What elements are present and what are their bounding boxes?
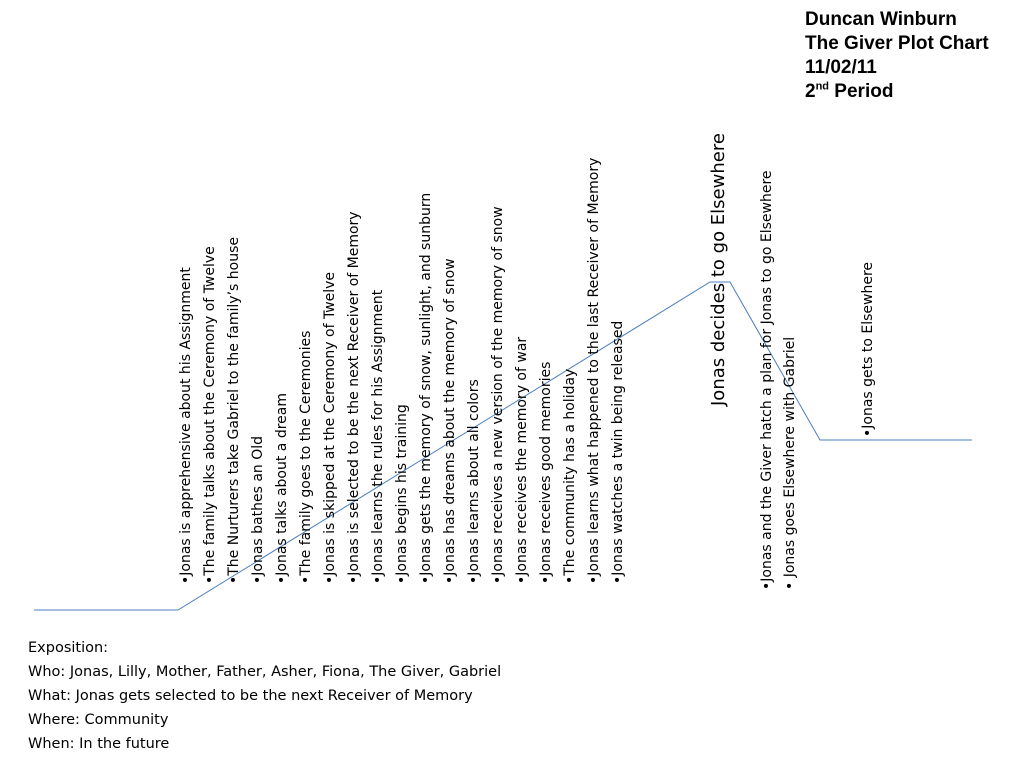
rising-action-event: •Jonas learns about all colors	[466, 379, 482, 584]
rising-action-event: •Jonas has dreams about the memory of snow	[442, 258, 458, 584]
resolution-event: •Jonas gets to Elsewhere	[860, 261, 876, 437]
rising-action-event: •Jonas is selected to be the next Receiver of Memory	[346, 211, 362, 584]
rising-action-event: •The Nurturers take Gabriel to the family’s house	[226, 237, 242, 584]
chart-title: The Giver Plot Chart	[805, 33, 989, 54]
rising-action-event: •Jonas receives the memory of war	[514, 336, 530, 584]
rising-action-event: •Jonas is skipped at the Ceremony of Twelve	[322, 271, 338, 584]
rising-action-event: •Jonas watches a twin being released	[610, 320, 626, 584]
falling-action-event: • Jonas goes Elsewhere with Gabriel	[782, 336, 798, 590]
period-suffix: nd	[815, 80, 830, 93]
title-block	[805, 8, 989, 104]
exposition-who: Who: Jonas, Lilly, Mother, Father, Asher, Fiona, The Giver, Gabriel	[28, 664, 502, 680]
exposition-where: Where: Community	[28, 712, 169, 728]
rising-action-event: •Jonas begins his training	[394, 404, 410, 584]
rising-action-event: •Jonas bathes an Old	[250, 435, 266, 584]
rising-action-event: •Jonas receives good memories	[538, 361, 554, 584]
rising-action-event: •Jonas talks about a dream	[274, 393, 290, 584]
exposition-heading: Exposition:	[28, 640, 109, 656]
rising-action-event: •The family talks about the Ceremony of Twelve	[202, 246, 218, 584]
rising-action-event: •Jonas learns what happened to the last Receiver of Memory	[586, 157, 602, 584]
period-word: Period	[829, 81, 894, 102]
class-period	[805, 80, 989, 104]
rising-action-event: •Jonas is apprehensive about his Assignment	[178, 267, 194, 584]
author-name: Duncan Winburn	[805, 9, 957, 30]
rising-action-event: •The family goes to the Ceremonies	[298, 330, 314, 584]
rising-action-event: •Jonas gets the memory of snow, sunlight, and sunburn	[418, 192, 434, 584]
exposition-what: What: Jonas gets selected to be the next Receiver of Memory	[28, 688, 473, 704]
exposition-when: When: In the future	[28, 736, 170, 752]
rising-action-event: •Jonas learns the rules for his Assignment	[370, 289, 386, 584]
rising-action-event: •Jonas receives a new version of the memory of snow	[490, 206, 506, 584]
chart-date: 11/02/11	[805, 57, 877, 78]
falling-action-event: •Jonas and the Giver hatch a plan for Jonas to go Elsewhere	[759, 170, 775, 590]
exposition-block	[28, 636, 501, 756]
rising-action-event: •The community has a holiday	[562, 368, 578, 584]
climax-event: Jonas decides to go Elsewhere	[708, 133, 729, 406]
period-number: 2	[805, 81, 816, 102]
